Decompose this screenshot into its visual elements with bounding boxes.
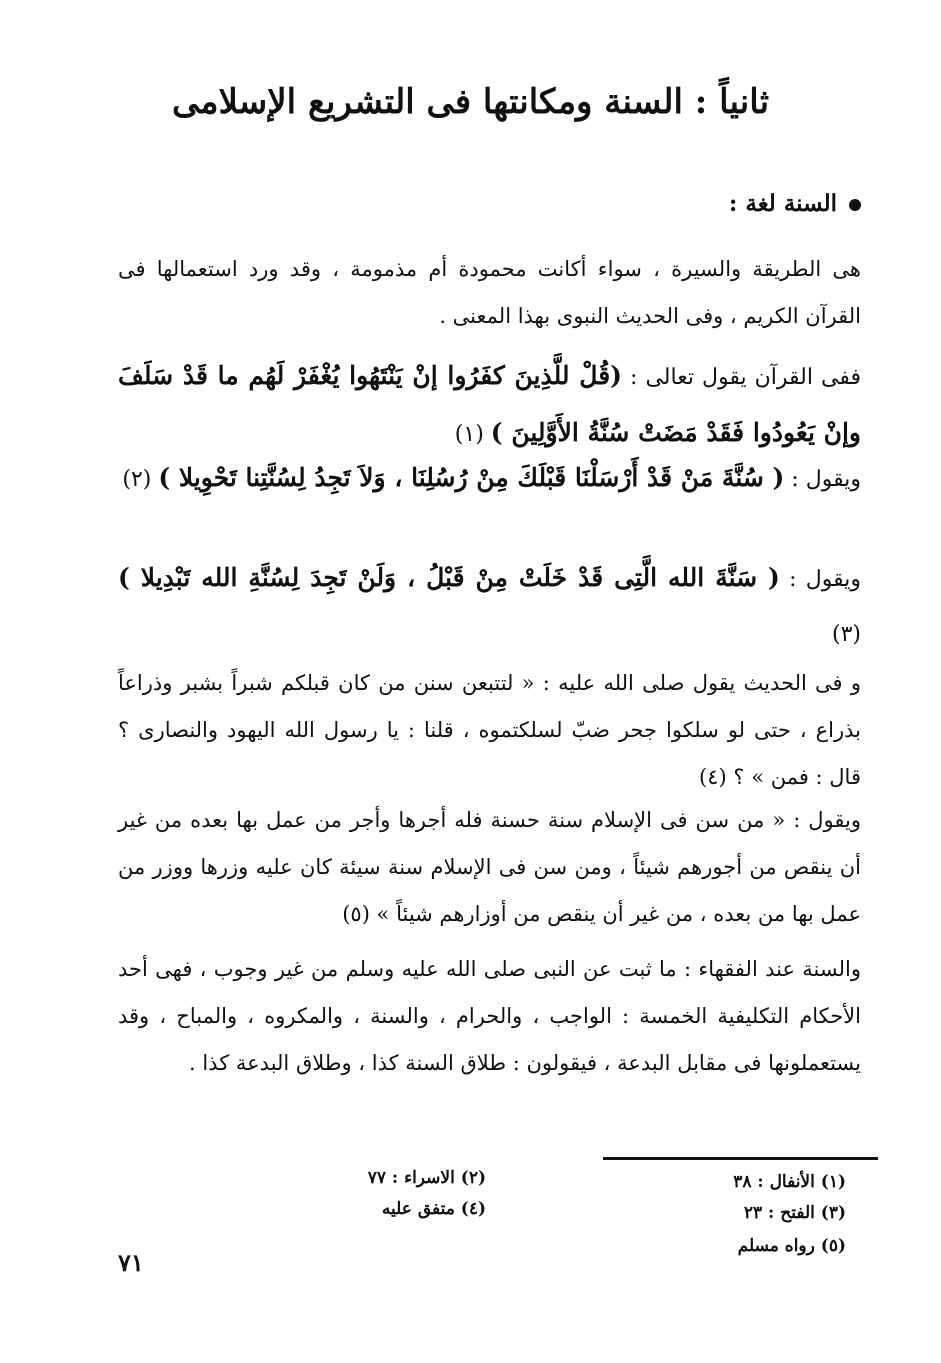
verse-intro: ويقول : [784,467,861,492]
paragraph-definition: هى الطريقة والسيرة ، سواء أكانت محمودة أم مذمومة ، وقد ورد استعمالها فى القرآن الكريم ، وفى الحديث النبوى بهذا المعنى . [118,257,861,328]
footnote-1: (١) الأنفال : ٣٨ [733,1172,846,1192]
footnote-2: (٢) الاسراء : ٧٧ [367,1168,486,1188]
verse-text: (قُلْ للَّذِينَ كفَرُوا إنْ يَنْتَهُوا يُغْفَرْ لَهُم ما قَدْ سَلَفَ وإنْ يَعُودُوا فَقَدْ مَضَتْ سُنَّةُ الأَوَّلِينَ ) [118,361,861,447]
footnote-3: (٣) الفتح : ٢٣ [743,1203,846,1223]
verse-intro: ففى القرآن يقول تعالى : [621,365,862,390]
verse-text: ( سَنَّةَ الله الَّتِى قَدْ خَلَتْ مِنْ قَبْلُ ، وَلَنْ تَجِدَ لِسُنَّةِ الله تَبْدِيلا ) [118,563,780,592]
footnote-4: (٤) متفق عليه [381,1199,486,1219]
verse-text: ( سُنَّةَ مَنْ قَدْ أَرْسَلْنَا قَبْلَكَ مِنْ رُسُلِنَا ، وَلاَ تَجِدُ لِسُنَّتِنا تَحْوِيلا ) [158,463,785,492]
subheading-sunna-linguistic [729,190,861,217]
section-title: ثانياً : السنة ومكانتها فى التشريع الإسلامى [171,82,770,122]
paragraph-quran-verse-3 [118,550,861,662]
paragraph-jurists-definition: والسنة عند الفقهاء : ما ثبت عن النبى صلى الله عليه وسلم من غير وجوب ، فهى أحد الأحكام التكليفية الخمسة : الواجب ، والحرام ، والسنة ، والمكروه ، والمباح ، وقد يستعملونها فى مقابل البدعة ، فيقولون : طلاق السنة كذا ، وطلاق البدعة كذا . [118,957,861,1075]
paragraph-quran-verse-1 [118,348,861,462]
footnote-ref: (٣) [831,622,861,647]
subheading-text: السنة لغة : [728,190,837,217]
page-number: ٧١ [118,1248,144,1277]
footnote-divider [603,1157,878,1160]
bullet-icon [849,199,861,211]
paragraph-hadith-1: و فى الحديث يقول صلى الله عليه : « لتتبعن سنن من كان قبلكم شبراً بشبر وذراعاً بذراع ، حتى لو سلكوا جحر ضبّ لسلكتموه ، قلنا : يا رسول الله اليهود والنصارى ؟ قال : فمن » ؟ (٤) [118,671,861,789]
footnote-ref: (٢) [122,467,159,492]
verse-intro: ويقول : [779,567,861,592]
footnote-5: (٥) رواه مسلم [737,1236,846,1256]
paragraph-quran-verse-2 [118,450,861,507]
footnote-ref: (١) [454,422,491,447]
paragraph-hadith-2: ويقول : « من سن فى الإسلام سنة حسنة فله أجرها وأجر من عمل بها بعده من غير أن ينقص من أجورهم شيئاً ، ومن سن فى الإسلام سنة سيئة كان عليه وزرها ووزر من عمل بها من بعده ، من غير أن ينقص من أوزارهم شيئاً » (٥) [118,808,861,926]
